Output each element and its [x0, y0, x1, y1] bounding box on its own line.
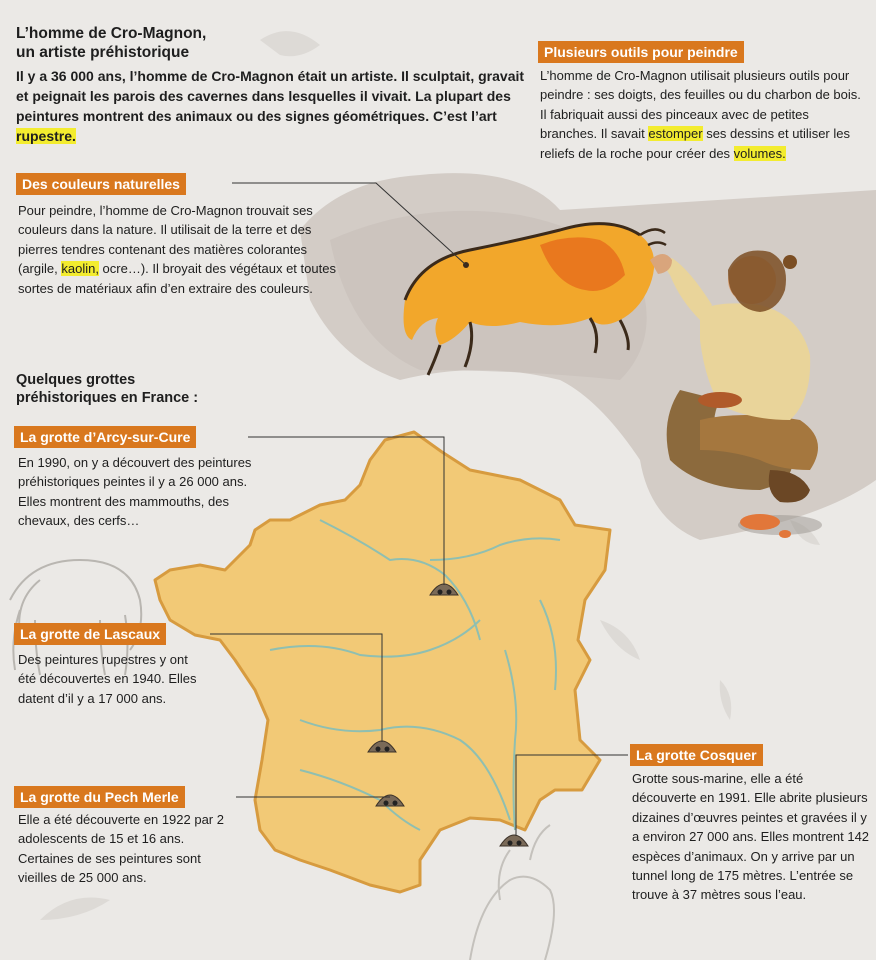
- intro-text: Il y a 36 000 ans, l’homme de Cro-Magnon était un artiste. Il sculptait, gravait et peignait les parois des cavernes dans lesquelles il vivait. La plupart des peintures montrent des animaux ou des signes géométriques. C’est l’art: [16, 68, 525, 124]
- couleurs-text-2: ocre…). Il broyait des végétaux et toutes sortes de matériaux afin d’en extraire des couleurs.: [18, 261, 336, 296]
- outils-highlight-1: estomper: [648, 126, 703, 142]
- grottes-title-line-1: Quelques grottes: [16, 372, 136, 388]
- pech-tag: La grotte du Pech Merle: [14, 786, 185, 808]
- cosquer-text: Grotte sous-marine, elle a été découverte en 1991. Elle abrite plusieurs dizaines d’œuvres peintes et gravées il y a environ 27 000 ans. Elles montrent 142 espèces d’animaux. On y arrive par un tunnel long de 175 mètres. L’entrée se trouve à 37 mètres sous l’eau.: [632, 769, 870, 905]
- lascaux-text: Des peintures rupestres y ont été découvertes en 1940. Elles datent d’il y a 17 000 ans.: [18, 652, 197, 706]
- title-line-2: un artiste préhistorique: [16, 44, 190, 61]
- couleurs-tag: Des couleurs naturelles: [16, 173, 186, 195]
- intro-highlight: rupestre.: [16, 128, 76, 144]
- arcy-text: En 1990, on y a découvert des peintures préhistoriques peintes il y a 26 000 ans. Elles montrent des mammouths, des chevaux, des cerfs…: [18, 455, 252, 529]
- title-line-1: L’homme de Cro-Magnon,: [16, 25, 207, 42]
- grottes-title-line-2: préhistoriques en France :: [16, 390, 199, 406]
- grottes-title: [16, 371, 198, 407]
- couleurs-text-1: Pour peindre, l’homme de Cro-Magnon trouvait ses couleurs dans la nature. Il utilisait de la terre et des pierres tendres contenant des matières colorantes (argile,: [18, 203, 313, 277]
- intro-paragraph: [16, 66, 526, 146]
- pech-text: Elle a été découverte en 1922 par 2 adolescents de 15 et 16 ans. Certaines de ses peintures sont vieilles de 25 000 ans.: [18, 812, 224, 886]
- lascaux-tag: La grotte de Lascaux: [14, 623, 166, 645]
- couleurs-highlight: kaolin,: [61, 261, 99, 277]
- couleurs-text: [18, 201, 340, 298]
- outils-tag: Plusieurs outils pour peindre: [538, 41, 744, 63]
- outils-text: [536, 66, 870, 167]
- page-title: [16, 24, 206, 62]
- arcy-tag: La grotte d’Arcy-sur-Cure: [14, 426, 196, 448]
- outils-text-2: ses dessins et utiliser les reliefs de la roche pour créer des: [540, 126, 850, 161]
- cosquer-tag: La grotte Cosquer: [630, 744, 763, 766]
- outils-text-1: L’homme de Cro-Magnon utilisait plusieurs outils pour peindre : ses doigts, des feuilles ou du charbon de bois. Il fabriquait aussi des pinceaux avec de petites branches. Il savait: [540, 68, 861, 142]
- outils-highlight-2: volumes.: [733, 145, 786, 161]
